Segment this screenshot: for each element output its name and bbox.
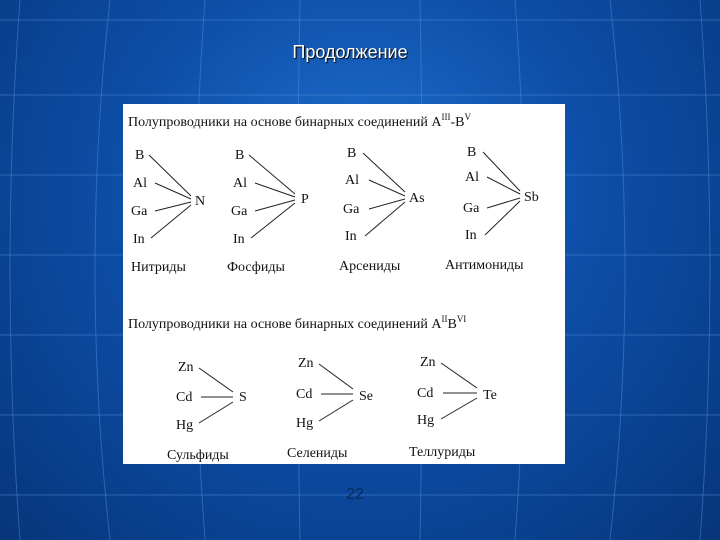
metal-label: Zn: [178, 360, 194, 375]
semiconductor-compounds-figure: [123, 104, 565, 464]
metal-label: Ga: [131, 204, 148, 219]
metal-label: B: [347, 146, 357, 161]
bond-line: [369, 199, 405, 209]
bond-line: [441, 398, 477, 419]
section1-heading: Полупроводники на основе бинарных соединений $A^{III}-B^V$: [128, 112, 471, 130]
metal-label: In: [133, 232, 145, 247]
group-arsenides: [339, 146, 425, 274]
bond-line: [255, 200, 295, 211]
metal-label: Zn: [298, 356, 314, 371]
bond-line: [199, 402, 233, 423]
group-phosphides: [227, 148, 309, 275]
page-number: 22: [346, 486, 364, 503]
bond-line: [365, 202, 405, 236]
metal-label: Ga: [231, 204, 248, 219]
anion-label: N: [195, 194, 206, 209]
section2-heading: Полупроводники на основе бинарных соединений $A^{II}B^{VI}$: [128, 314, 467, 332]
metal-label: B: [467, 145, 477, 160]
group-caption: Антимониды: [445, 258, 524, 273]
group-caption: Селениды: [287, 446, 348, 461]
anion-label: P: [301, 192, 309, 207]
group-caption: Нитриды: [131, 260, 186, 275]
anion-label: As: [409, 191, 425, 206]
anion-label: S: [239, 390, 247, 405]
group-caption: Фосфиды: [227, 260, 285, 275]
metal-label: B: [135, 148, 145, 163]
metal-label: Hg: [296, 416, 314, 431]
slide-title: Продолжение: [292, 42, 408, 62]
group-caption: Сульфиды: [167, 448, 229, 463]
bond-line: [199, 368, 233, 392]
compounds-diagram: [123, 104, 565, 464]
metal-label: Ga: [463, 201, 480, 216]
metal-label: In: [233, 232, 245, 247]
group-tellurides: [409, 355, 497, 460]
anion-label: Te: [483, 388, 497, 403]
metal-label: Al: [133, 176, 147, 191]
metal-label: Hg: [176, 418, 194, 433]
anion-label: Se: [359, 389, 373, 404]
metal-label: B: [235, 148, 245, 163]
metal-label: Cd: [176, 390, 193, 405]
metal-label: In: [465, 228, 477, 243]
metal-label: In: [345, 229, 357, 244]
metal-label: Al: [345, 173, 359, 188]
bond-line: [319, 364, 353, 389]
bond-line: [319, 400, 353, 421]
group-selenides: [287, 356, 373, 461]
group-sulfides: [167, 360, 247, 463]
group-nitrides: [131, 148, 205, 275]
bond-line: [255, 183, 295, 197]
metal-label: Hg: [417, 413, 435, 428]
group-caption: Теллуриды: [409, 445, 476, 460]
metal-label: Ga: [343, 202, 360, 217]
metal-label: Al: [465, 170, 479, 185]
bond-line: [369, 180, 405, 196]
metal-label: Al: [233, 176, 247, 191]
bond-line: [483, 152, 520, 191]
metal-label: Cd: [296, 387, 313, 402]
bond-line: [251, 203, 295, 238]
bond-line: [249, 155, 295, 194]
anion-label: Sb: [524, 190, 539, 205]
metal-label: Cd: [417, 386, 434, 401]
bond-line: [485, 201, 520, 235]
bond-line: [441, 363, 477, 388]
bond-line: [151, 205, 191, 238]
group-antimonides: [445, 145, 539, 273]
metal-label: Zn: [420, 355, 436, 370]
group-caption: Арсениды: [339, 259, 401, 274]
